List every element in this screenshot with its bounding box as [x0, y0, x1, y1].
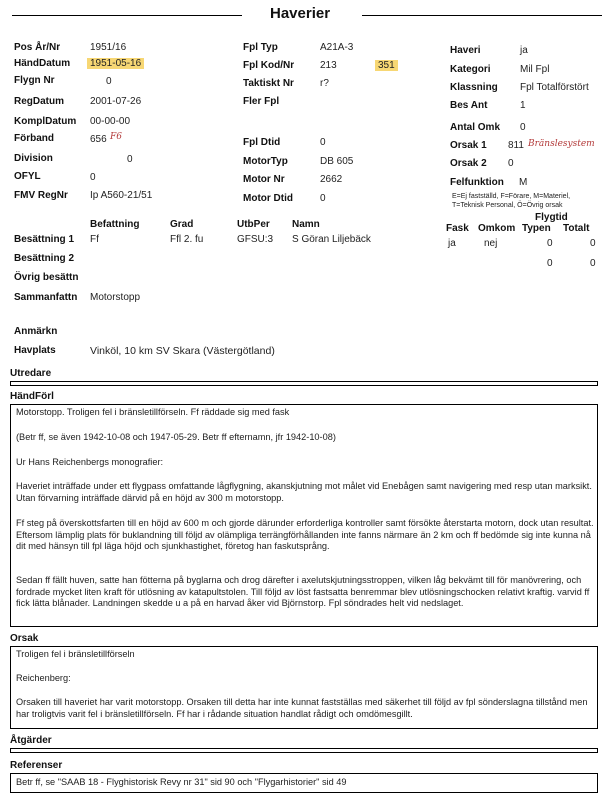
value-reg-datum: 2001-07-26: [90, 96, 142, 107]
label-orsak-2: Orsak 2: [450, 158, 487, 169]
value-motor-typ: DB 605: [320, 156, 354, 167]
label-motor-typ: MotorTyp: [243, 156, 288, 167]
value-fpl-kod: 213: [320, 60, 337, 71]
label-haveri: Haveri: [450, 45, 481, 56]
crew-row-1-namn: S Göran Liljebäck: [292, 234, 371, 245]
label-anmarkn: Anmärkn: [14, 326, 58, 337]
label-fmv-regnr: FMV RegNr: [14, 190, 68, 201]
value-fmv-regnr: Ip A560-21/51: [90, 190, 153, 201]
value-fpl-dtid: 0: [320, 137, 326, 148]
label-flygn-nr: Flygn Nr: [14, 75, 55, 86]
crew-row-label-2: Besättning 2: [14, 253, 75, 264]
flygtid-row-1-omkom: nej: [484, 238, 498, 249]
flygtid-header-totalt: Totalt: [563, 223, 590, 234]
section-orsak: Orsak: [10, 633, 39, 644]
label-felfunktion: Felfunktion: [450, 177, 504, 188]
section-handforl: HändFörl: [10, 391, 54, 402]
value-kompl-datum: 00-00-00: [90, 116, 131, 127]
crew-row-1-befattning: Ff: [90, 234, 99, 245]
label-havplats: Havplats: [14, 345, 56, 356]
label-motor-nr: Motor Nr: [243, 174, 285, 185]
handforl-paragraph-1: Motorstopp. Troligen fel i bränsletillförseln. Ff räddade sig med fask: [16, 407, 290, 417]
label-bes-ant: Bes Ant: [450, 100, 488, 111]
handforl-paragraph-5: Ff steg på överskottsfarten till en höjd av 600 m och gjorde därunder erforderliga kontroller samt försökte återstarta motorn, dock utan resultat. Eftersom lämplig plats för buklandning till följd av olämpliga terrängförhållanden inte fanns närmare än 2 km och ff bedömde sig inte kunna nå dit med hänsyn till fpl läga höjd och sjunkhastighet, företog han faskutsprång.: [16, 518, 594, 551]
flygtid-row-2-typen: 0: [547, 258, 553, 269]
handforl-paragraph-3: Ur Hans Reichenbergs monografier:: [16, 457, 164, 467]
handwritten-forband-note: F6: [110, 132, 122, 142]
value-haveri: ja: [520, 45, 528, 56]
orsak-paragraph-2: Reichenberg:: [16, 673, 71, 683]
flygtid-header-typen: Typen: [522, 223, 551, 234]
section-referenser: Referenser: [10, 760, 63, 771]
value-havplats: Vinköl, 10 km SV Skara (Västergötland): [90, 345, 275, 357]
value-bes-ant: 1: [520, 100, 526, 111]
flygtid-row-1-totalt: 0: [590, 238, 596, 249]
flygtid-row-1-fask: ja: [448, 238, 456, 249]
label-sammanfattn: Sammanfattn: [14, 292, 78, 303]
crew-header-befattning: Befattning: [90, 219, 140, 230]
label-pos-ar-nr: Pos År/Nr: [14, 42, 61, 53]
crew-header-namn: Namn: [292, 219, 320, 230]
handforl-paragraph-4: Haveriet inträffade under ett flygpass omfattande lågflygning, akanskjutning mot målet vid Enebågen samt navigering med resp utan marksikt. Utan förvarning inträffade därvid på en höjd av 300 m motorstopp.: [16, 481, 592, 503]
label-fler-fpl: Fler Fpl: [243, 96, 280, 107]
value-orsak-1: 811: [508, 140, 524, 151]
label-reg-datum: RegDatum: [14, 96, 65, 107]
orsak-paragraph-1: Troligen fel i bränsletillförseln: [16, 649, 135, 659]
label-fpl-typ: Fpl Typ: [243, 42, 278, 53]
label-klassning: Klassning: [450, 82, 498, 93]
value-flygn-nr: 0: [106, 76, 112, 87]
crew-header-grad: Grad: [170, 219, 194, 230]
value-orsak-2: 0: [508, 158, 514, 169]
crew-row-label-1: Besättning 1: [14, 234, 75, 245]
handforl-paragraph-6: Sedan ff fällt huven, satte han fötterna på byglarna och drog därefter i axelutskjutningsstroppen, vilken låg bekvämt till för manövrering, och fordrade mycket liten kraft för utlösning av katapultstolen. Till följd av löst fastsatta benremmar blev utlösningschocken relativt kraftig. varvid ff fick lätta blånader. Landningen skedde u a på en harvad åker vid Björnstorp. Fpl söndrades helt vid nedslaget.: [16, 575, 590, 608]
section-atgarder: Åtgärder: [10, 735, 52, 746]
handforl-paragraph-2: (Betr ff, se även 1942-10-08 och 1947-05-29. Betr ff efternamn, jfr 1942-10-08): [16, 432, 336, 442]
referenser-text: Betr ff, se "SAAB 18 - Flyghistorisk Revy nr 31" sid 90 och "Flygarhistorier" sid 49: [16, 777, 347, 787]
value-antal-omk: 0: [520, 122, 526, 133]
label-orsak-1: Orsak 1: [450, 140, 487, 151]
label-fpl-kod-nr: Fpl Kod/Nr: [243, 60, 295, 71]
crew-row-label-3: Övrig besättn: [14, 272, 79, 283]
flygtid-row-1-typen: 0: [547, 238, 553, 249]
label-ofyl: OFYL: [14, 171, 41, 182]
value-hand-datum: 1951-05-16: [87, 58, 144, 69]
value-fpl-typ: A21A-3: [320, 42, 354, 53]
label-antal-omk: Antal Omk: [450, 122, 501, 133]
label-forband: Förband: [14, 133, 54, 144]
label-kompl-datum: KomplDatum: [14, 116, 77, 127]
title-rule-left: [12, 15, 242, 16]
value-motor-nr: 2662: [320, 174, 343, 185]
crew-row-1-grad: Ffl 2. fu: [170, 234, 204, 245]
page-title: Haverier: [270, 5, 331, 22]
flygtid-group-header: Flygtid: [535, 212, 568, 223]
handwritten-orsak-note: Bränslesystem: [528, 139, 595, 149]
value-sammanfattn: Motorstopp: [90, 292, 141, 303]
title-rule-right: [362, 15, 602, 16]
value-felfunktion: M: [519, 177, 528, 188]
label-taktiskt-nr: Taktiskt Nr: [243, 78, 294, 89]
value-pos-ar-nr: 1951/16: [90, 42, 127, 53]
label-division: Division: [14, 153, 53, 164]
crew-row-1-utbper: GFSU:3: [237, 234, 274, 245]
flygtid-row-2-totalt: 0: [590, 258, 596, 269]
value-klassning: Fpl Totalförstört: [520, 82, 589, 93]
value-kategori: Mil Fpl: [520, 64, 550, 75]
label-fpl-dtid: Fpl Dtid: [243, 137, 281, 148]
value-ofyl: 0: [90, 172, 96, 183]
value-motor-dtid: 0: [320, 193, 326, 204]
value-forband: 656: [90, 134, 107, 145]
section-utredare: Utredare: [10, 368, 52, 379]
utredare-box: [10, 381, 598, 386]
orsak-paragraph-3: Orsaken till haveriet har varit motorstopp. Orsaken till detta har inte kunnat fastställas med säkerhet till följd av fpl sönderslagna tillstånd men har troligtvis varit fel i bränsletillförseln. Ff har i rådande situation handlat rådigt och omdömesgillt.: [16, 697, 588, 719]
crew-header-utbper: UtbPer: [237, 219, 270, 230]
label-kategori: Kategori: [450, 64, 491, 75]
flygtid-header-fask: Fask: [446, 223, 469, 234]
label-motor-dtid: Motor Dtid: [243, 193, 293, 204]
flygtid-header-omkom: Omkom: [478, 223, 516, 234]
value-division: 0: [127, 154, 133, 165]
label-hand-datum: HändDatum: [14, 58, 71, 69]
value-taktiskt-nr: r?: [320, 78, 329, 89]
value-fpl-nr: 351: [375, 60, 398, 71]
felfunktion-legend: E=Ej fastställd, F=Förare, M=Materiel, T=Teknisk Personal, Ö=Övrig orsak: [452, 193, 571, 209]
atgarder-box: [10, 748, 598, 753]
